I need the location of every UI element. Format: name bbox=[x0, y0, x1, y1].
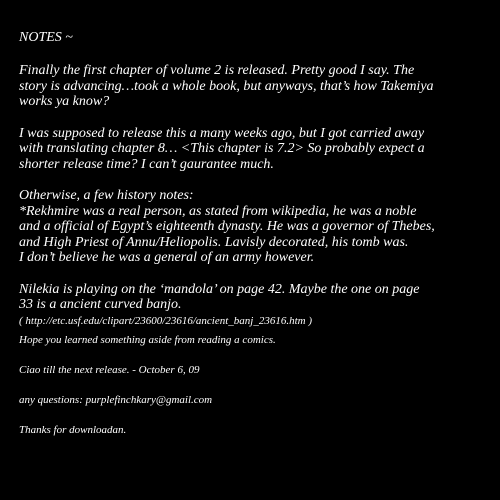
text-line: Nilekia is playing on the ‘mandola’ on page 42. Maybe the one on page bbox=[19, 281, 420, 297]
paragraph-delay bbox=[19, 126, 489, 173]
text-line: with translating chapter 8… <This chapter is 7.2> So probably expect a bbox=[19, 141, 425, 156]
closing-ciao: Ciao till the next release. - October 6, 09 bbox=[19, 364, 200, 376]
paragraph-release bbox=[19, 63, 489, 110]
text-line: shorter release time? I can’t gaurantee much. bbox=[19, 156, 274, 172]
notes-heading: NOTES ~ bbox=[19, 30, 73, 45]
closing-thanks: Thanks for downloadan. bbox=[19, 424, 127, 436]
closing-hope: Hope you learned something aside from reading a comics. bbox=[19, 334, 276, 346]
contact-email: any questions: purplefinchkary@gmail.com bbox=[19, 394, 213, 406]
notes-page bbox=[19, 30, 489, 344]
text-line: I was supposed to release this a many weeks ago, but I got carried away bbox=[19, 125, 425, 141]
text-line: story is advancing…took a whole book, but anyways, that’s how Takemiya bbox=[19, 78, 434, 94]
text-line: Otherwise, a few history notes: bbox=[19, 188, 194, 203]
text-line: I don’t believe he was a general of an army however. bbox=[19, 250, 315, 265]
text-line: works ya know? bbox=[19, 94, 110, 109]
paragraph-history bbox=[19, 188, 489, 266]
text-line: and a official of Egypt’s eighteenth dynasty. He was a governor of Thebes, bbox=[19, 219, 435, 234]
text-line: 33 is a ancient curved banjo. bbox=[19, 297, 182, 312]
text-line: and High Priest of Annu/Heliopolis. Lavisly decorated, his tomb was. bbox=[19, 234, 409, 250]
text-line: Finally the first chapter of volume 2 is released. Pretty good I say. The bbox=[19, 63, 415, 78]
reference-url: ( http://etc.usf.edu/clipart/23600/23616/ancient_banj_23616.htm ) bbox=[19, 314, 312, 327]
text-line: *Rekhmire was a real person, as stated from wikipedia, he was a noble bbox=[19, 203, 417, 219]
paragraph-instruments bbox=[19, 282, 489, 328]
